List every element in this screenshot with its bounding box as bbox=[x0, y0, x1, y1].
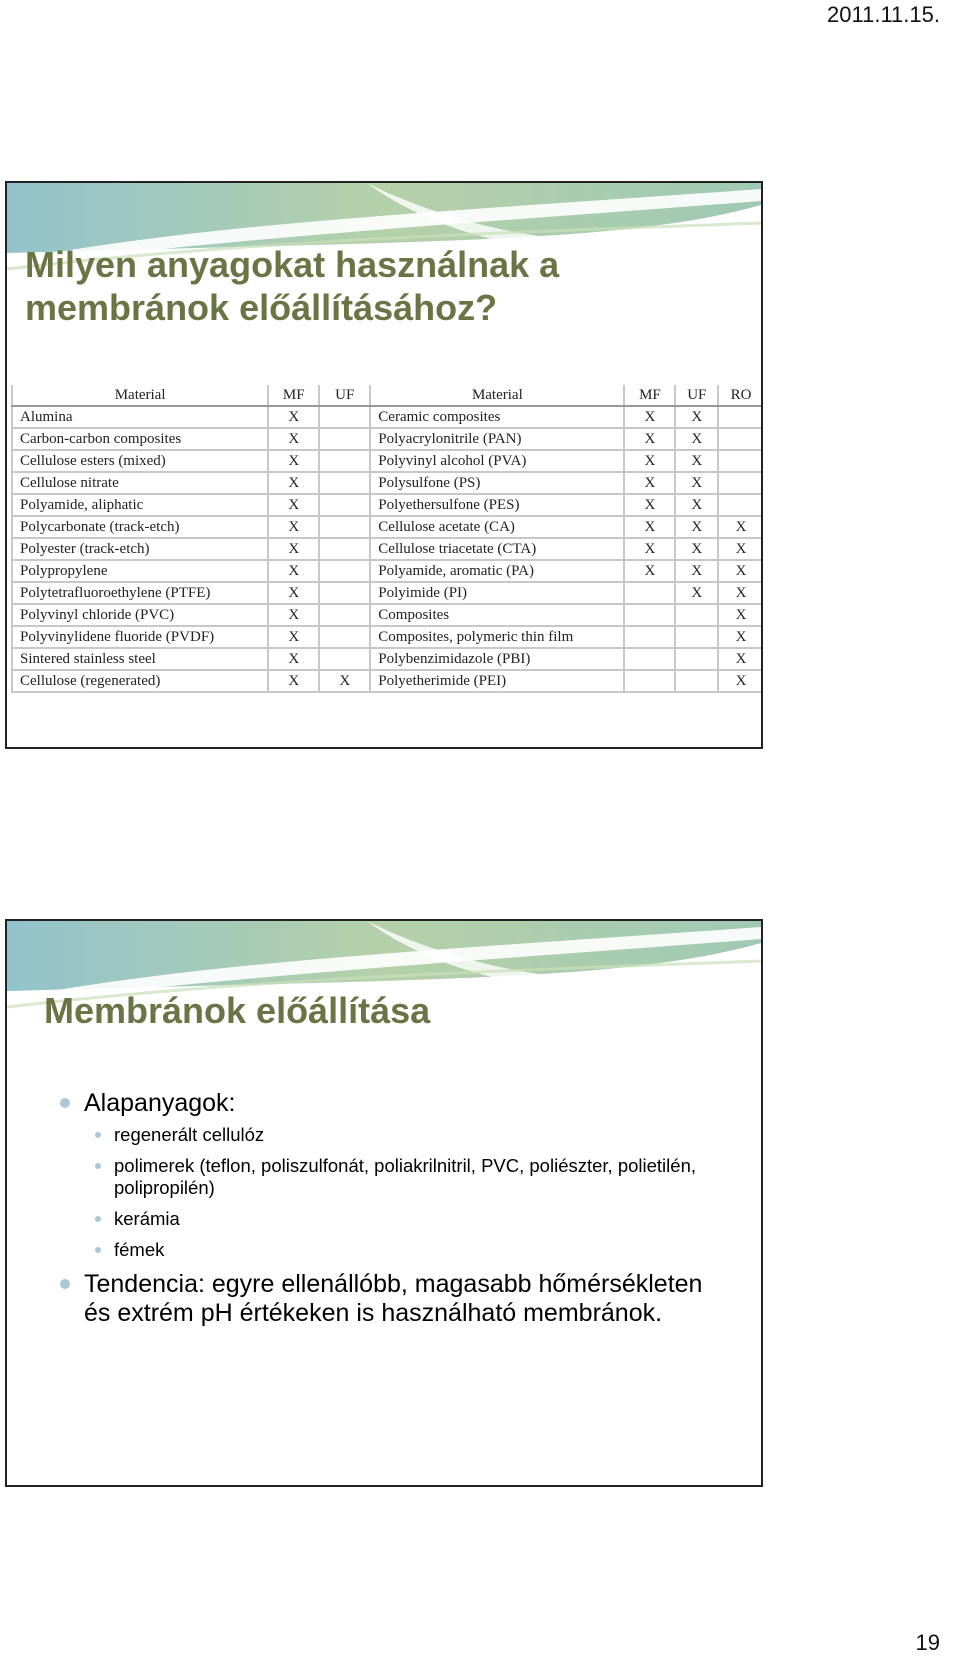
membrane-mark-cell: X bbox=[675, 406, 718, 428]
material-name-cell: Polyetherimide (PEI) bbox=[370, 670, 624, 692]
membrane-mark-cell: X bbox=[718, 648, 763, 670]
material-name-cell: Polyamide, aliphatic bbox=[12, 494, 268, 516]
material-name-cell: Polyvinyl chloride (PVC) bbox=[12, 604, 268, 626]
membrane-mark-cell: X bbox=[624, 560, 675, 582]
membrane-mark-cell: X bbox=[268, 560, 319, 582]
membrane-mark-cell: X bbox=[718, 538, 763, 560]
membrane-mark-cell bbox=[319, 538, 370, 560]
membrane-mark-cell bbox=[624, 604, 675, 626]
header-mf-left: MF bbox=[268, 385, 319, 406]
membrane-mark-cell bbox=[675, 604, 718, 626]
membrane-mark-cell: X bbox=[675, 560, 718, 582]
table-row bbox=[12, 494, 763, 516]
table-row bbox=[12, 582, 763, 604]
table-row bbox=[12, 516, 763, 538]
page-date: 2011.11.15. bbox=[827, 2, 940, 27]
slide-title: Membránok előállítása bbox=[44, 990, 431, 1031]
membrane-mark-cell: X bbox=[268, 648, 319, 670]
membrane-mark-cell: X bbox=[268, 516, 319, 538]
material-name-cell: Polyethersulfone (PES) bbox=[370, 494, 624, 516]
table-header-row bbox=[12, 385, 763, 406]
membrane-mark-cell: X bbox=[675, 450, 718, 472]
membrane-mark-cell bbox=[718, 472, 763, 494]
material-name-cell: Alumina bbox=[12, 406, 268, 428]
table-row bbox=[12, 450, 763, 472]
membrane-mark-cell: X bbox=[718, 582, 763, 604]
membrane-mark-cell bbox=[319, 406, 370, 428]
membrane-mark-cell: X bbox=[268, 604, 319, 626]
membrane-mark-cell bbox=[319, 648, 370, 670]
membrane-mark-cell: X bbox=[319, 670, 370, 692]
membrane-mark-cell: X bbox=[675, 538, 718, 560]
membrane-mark-cell: X bbox=[268, 538, 319, 560]
membrane-mark-cell: X bbox=[624, 406, 675, 428]
material-name-cell: Carbon-carbon composites bbox=[12, 428, 268, 450]
membrane-mark-cell bbox=[718, 428, 763, 450]
membrane-mark-cell: X bbox=[268, 582, 319, 604]
material-name-cell: Polyacrylonitrile (PAN) bbox=[370, 428, 624, 450]
membrane-mark-cell bbox=[675, 626, 718, 648]
membrane-mark-cell bbox=[319, 450, 370, 472]
header-uf-right: UF bbox=[675, 385, 718, 406]
membrane-mark-cell bbox=[718, 406, 763, 428]
header-material-left: Material bbox=[12, 385, 268, 406]
membrane-mark-cell: X bbox=[675, 582, 718, 604]
material-name-cell: Polyester (track-etch) bbox=[12, 538, 268, 560]
slide-materials-table bbox=[5, 181, 763, 749]
materials-table-body bbox=[12, 406, 763, 692]
membrane-mark-cell: X bbox=[268, 494, 319, 516]
table-row bbox=[12, 626, 763, 648]
membrane-mark-cell: X bbox=[718, 626, 763, 648]
material-name-cell: Ceramic composites bbox=[370, 406, 624, 428]
material-name-cell: Polypropylene bbox=[12, 560, 268, 582]
membrane-mark-cell bbox=[319, 428, 370, 450]
membrane-mark-cell bbox=[718, 450, 763, 472]
membrane-mark-cell: X bbox=[268, 406, 319, 428]
header-mf-right: MF bbox=[624, 385, 675, 406]
material-name-cell: Polytetrafluoroethylene (PTFE) bbox=[12, 582, 268, 604]
material-name-cell: Polyamide, aromatic (PA) bbox=[370, 560, 624, 582]
membrane-mark-cell: X bbox=[675, 494, 718, 516]
membrane-mark-cell: X bbox=[268, 670, 319, 692]
header-ro-right: RO bbox=[718, 385, 763, 406]
membrane-mark-cell: X bbox=[624, 538, 675, 560]
membrane-mark-cell bbox=[319, 494, 370, 516]
sub-bullet-item: kerámia bbox=[57, 1208, 717, 1230]
sub-bullet-item: regenerált cellulóz bbox=[57, 1124, 717, 1146]
table-row bbox=[12, 560, 763, 582]
membrane-mark-cell: X bbox=[718, 560, 763, 582]
materials-table bbox=[11, 385, 763, 693]
sub-bullet-item: polimerek (teflon, poliszulfonát, poliakrilnitril, PVC, poliészter, polietilén, polipropilén) bbox=[57, 1155, 717, 1199]
material-name-cell: Cellulose acetate (CA) bbox=[370, 516, 624, 538]
membrane-mark-cell bbox=[319, 516, 370, 538]
material-name-cell: Composites, polymeric thin film bbox=[370, 626, 624, 648]
membrane-mark-cell: X bbox=[675, 428, 718, 450]
table-row bbox=[12, 648, 763, 670]
membrane-mark-cell bbox=[718, 494, 763, 516]
slide-title: Milyen anyagokat használnak a membránok előállításához? bbox=[25, 244, 560, 329]
material-name-cell: Cellulose (regenerated) bbox=[12, 670, 268, 692]
material-name-cell: Polyvinyl alcohol (PVA) bbox=[370, 450, 624, 472]
membrane-mark-cell bbox=[624, 648, 675, 670]
material-name-cell: Polycarbonate (track-etch) bbox=[12, 516, 268, 538]
table-row bbox=[12, 604, 763, 626]
membrane-mark-cell bbox=[624, 626, 675, 648]
bullet-list bbox=[57, 1089, 717, 1334]
membrane-mark-cell bbox=[319, 582, 370, 604]
membrane-mark-cell: X bbox=[624, 516, 675, 538]
membrane-mark-cell bbox=[624, 670, 675, 692]
material-name-cell: Sintered stainless steel bbox=[12, 648, 268, 670]
material-name-cell: Polysulfone (PS) bbox=[370, 472, 624, 494]
slide-membrane-production bbox=[5, 919, 763, 1487]
sub-bullet-list bbox=[57, 1124, 717, 1261]
material-name-cell: Polyimide (PI) bbox=[370, 582, 624, 604]
membrane-mark-cell: X bbox=[675, 472, 718, 494]
membrane-mark-cell bbox=[319, 472, 370, 494]
membrane-mark-cell: X bbox=[675, 516, 718, 538]
membrane-mark-cell: X bbox=[268, 428, 319, 450]
material-name-cell: Cellulose triacetate (CTA) bbox=[370, 538, 624, 560]
bullet-trend: Tendencia: egyre ellenállóbb, magasabb hőmérsékleten és extrém pH értékeken is használható membránok. bbox=[57, 1270, 717, 1328]
material-name-cell: Cellulose nitrate bbox=[12, 472, 268, 494]
header-uf-left: UF bbox=[319, 385, 370, 406]
table-row bbox=[12, 670, 763, 692]
membrane-mark-cell: X bbox=[624, 472, 675, 494]
membrane-mark-cell bbox=[624, 582, 675, 604]
membrane-mark-cell: X bbox=[268, 472, 319, 494]
header-material-right: Material bbox=[370, 385, 624, 406]
table-row bbox=[12, 406, 763, 428]
sub-bullet-item: fémek bbox=[57, 1239, 717, 1261]
membrane-mark-cell: X bbox=[624, 450, 675, 472]
membrane-mark-cell: X bbox=[624, 428, 675, 450]
bullet-raw-materials: Alapanyagok: bbox=[57, 1089, 717, 1118]
membrane-mark-cell bbox=[319, 626, 370, 648]
table-row bbox=[12, 472, 763, 494]
membrane-mark-cell bbox=[675, 670, 718, 692]
material-name-cell: Cellulose esters (mixed) bbox=[12, 450, 268, 472]
membrane-mark-cell: X bbox=[718, 516, 763, 538]
table-row bbox=[12, 538, 763, 560]
membrane-mark-cell: X bbox=[624, 494, 675, 516]
material-name-cell: Polybenzimidazole (PBI) bbox=[370, 648, 624, 670]
membrane-mark-cell: X bbox=[718, 670, 763, 692]
membrane-mark-cell: X bbox=[718, 604, 763, 626]
table-row bbox=[12, 428, 763, 450]
page-number: 19 bbox=[915, 1630, 940, 1655]
membrane-mark-cell bbox=[319, 604, 370, 626]
membrane-mark-cell bbox=[319, 560, 370, 582]
membrane-mark-cell: X bbox=[268, 626, 319, 648]
material-name-cell: Polyvinylidene fluoride (PVDF) bbox=[12, 626, 268, 648]
membrane-mark-cell bbox=[675, 648, 718, 670]
material-name-cell: Composites bbox=[370, 604, 624, 626]
membrane-mark-cell: X bbox=[268, 450, 319, 472]
